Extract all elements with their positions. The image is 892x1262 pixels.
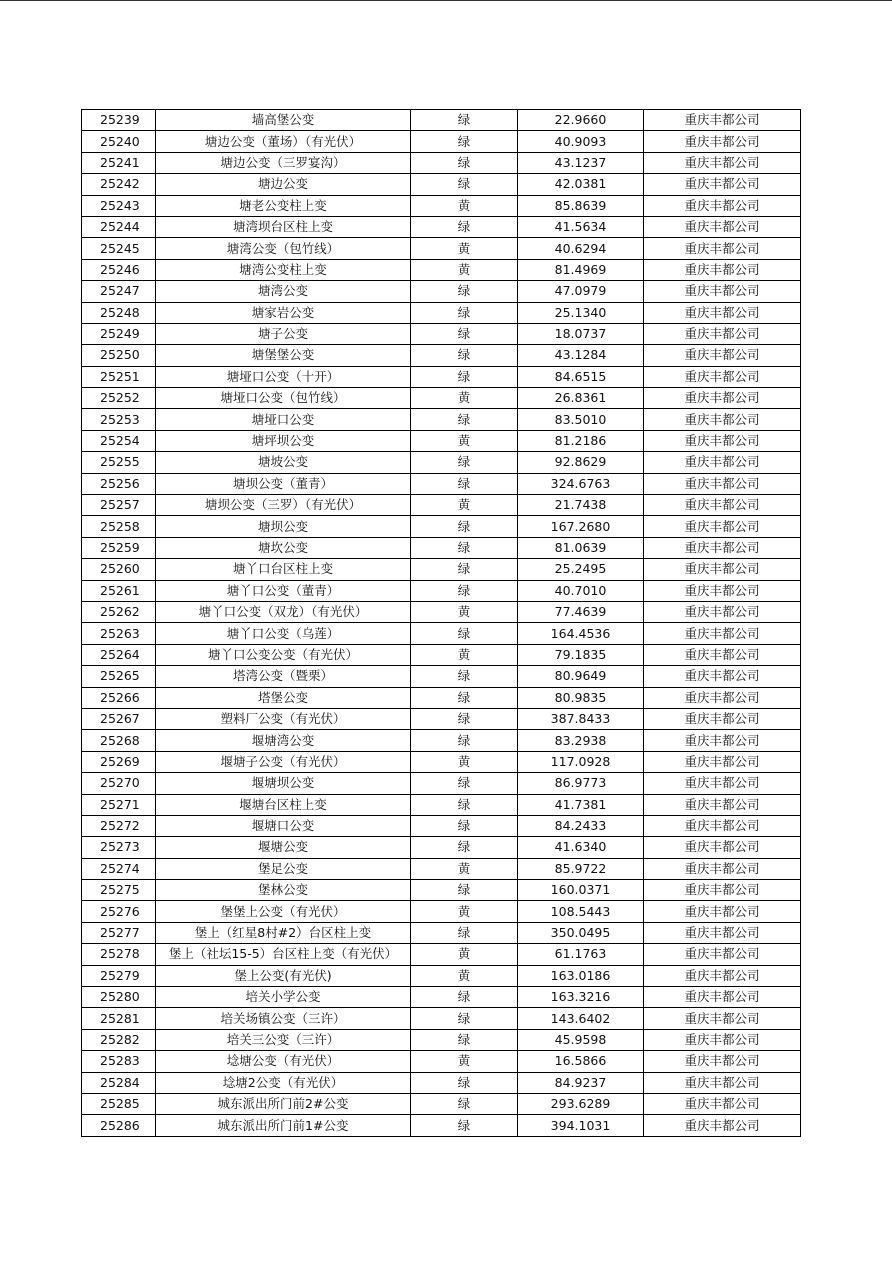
value-cell: 80.9649	[518, 666, 644, 687]
status-color-cell: 黄	[411, 238, 518, 259]
transformer-name-cell: 塘湾公变	[156, 281, 411, 302]
transformer-name-cell: 塘垭口公变	[156, 409, 411, 430]
status-color-cell: 绿	[411, 580, 518, 601]
transformer-name-cell: 堡上（红星8村#2）台区柱上变	[156, 922, 411, 943]
status-color-cell: 绿	[411, 131, 518, 152]
value-cell: 143.6402	[518, 1008, 644, 1029]
row-id-cell: 25258	[82, 516, 156, 537]
transformer-name-cell: 堡堡上公变（有光伏）	[156, 901, 411, 922]
value-cell: 108.5443	[518, 901, 644, 922]
status-color-cell: 绿	[411, 366, 518, 387]
value-cell: 26.8361	[518, 388, 644, 409]
company-cell: 重庆丰都公司	[644, 751, 801, 772]
value-cell: 163.0186	[518, 965, 644, 986]
row-id-cell: 25272	[82, 815, 156, 836]
transformer-name-cell: 培关三公变（三许）	[156, 1029, 411, 1050]
row-id-cell: 25257	[82, 495, 156, 516]
value-cell: 86.9773	[518, 773, 644, 794]
value-cell: 324.6763	[518, 473, 644, 494]
row-id-cell: 25252	[82, 388, 156, 409]
row-id-cell: 25242	[82, 174, 156, 195]
table-row	[82, 238, 801, 259]
table-row	[82, 837, 801, 858]
status-color-cell: 绿	[411, 516, 518, 537]
table-row	[82, 751, 801, 772]
table-row	[82, 708, 801, 729]
transformer-name-cell: 塘坝公变（董青）	[156, 473, 411, 494]
row-id-cell: 25281	[82, 1008, 156, 1029]
value-cell: 42.0381	[518, 174, 644, 195]
value-cell: 45.9598	[518, 1029, 644, 1050]
table-row	[82, 1093, 801, 1114]
company-cell: 重庆丰都公司	[644, 516, 801, 537]
transformer-name-cell: 堡林公变	[156, 880, 411, 901]
row-id-cell: 25286	[82, 1115, 156, 1136]
table-row	[82, 580, 801, 601]
company-cell: 重庆丰都公司	[644, 601, 801, 622]
company-cell: 重庆丰都公司	[644, 559, 801, 580]
transformer-name-cell: 塘湾公变柱上变	[156, 259, 411, 280]
company-cell: 重庆丰都公司	[644, 815, 801, 836]
transformer-name-cell: 塘边公变（董场）（有光伏）	[156, 131, 411, 152]
table-row	[82, 345, 801, 366]
row-id-cell: 25261	[82, 580, 156, 601]
value-cell: 41.5634	[518, 216, 644, 237]
row-id-cell: 25265	[82, 666, 156, 687]
row-id-cell: 25264	[82, 644, 156, 665]
table-row	[82, 601, 801, 622]
table-row	[82, 495, 801, 516]
row-id-cell: 25275	[82, 880, 156, 901]
value-cell: 41.6340	[518, 837, 644, 858]
table-row	[82, 366, 801, 387]
status-color-cell: 绿	[411, 473, 518, 494]
company-cell: 重庆丰都公司	[644, 366, 801, 387]
company-cell: 重庆丰都公司	[644, 259, 801, 280]
status-color-cell: 绿	[411, 815, 518, 836]
row-id-cell: 25273	[82, 837, 156, 858]
value-cell: 83.5010	[518, 409, 644, 430]
transformer-name-cell: 塑料厂公变（有光伏）	[156, 708, 411, 729]
table-row	[82, 858, 801, 879]
value-cell: 92.8629	[518, 452, 644, 473]
transformer-name-cell: 塘丫口公变公变（有光伏）	[156, 644, 411, 665]
table-row	[82, 430, 801, 451]
row-id-cell: 25260	[82, 559, 156, 580]
row-id-cell: 25271	[82, 794, 156, 815]
table-row	[82, 452, 801, 473]
transformer-name-cell: 堰塘口公变	[156, 815, 411, 836]
value-cell: 85.9722	[518, 858, 644, 879]
row-id-cell: 25279	[82, 965, 156, 986]
table-row	[82, 281, 801, 302]
company-cell: 重庆丰都公司	[644, 837, 801, 858]
table-row	[82, 965, 801, 986]
transformer-name-cell: 培关小学公变	[156, 987, 411, 1008]
row-id-cell: 25278	[82, 944, 156, 965]
status-color-cell: 黄	[411, 644, 518, 665]
transformer-name-cell: 城东派出所门前1#公变	[156, 1115, 411, 1136]
table-row	[82, 880, 801, 901]
value-cell: 40.6294	[518, 238, 644, 259]
status-color-cell: 绿	[411, 687, 518, 708]
status-color-cell: 绿	[411, 666, 518, 687]
company-cell: 重庆丰都公司	[644, 495, 801, 516]
table-row	[82, 473, 801, 494]
transformer-name-cell: 堡上公变(有光伏)	[156, 965, 411, 986]
value-cell: 16.5866	[518, 1051, 644, 1072]
value-cell: 167.2680	[518, 516, 644, 537]
company-cell: 重庆丰都公司	[644, 730, 801, 751]
company-cell: 重庆丰都公司	[644, 880, 801, 901]
value-cell: 81.4969	[518, 259, 644, 280]
row-id-cell: 25248	[82, 302, 156, 323]
company-cell: 重庆丰都公司	[644, 323, 801, 344]
company-cell: 重庆丰都公司	[644, 1093, 801, 1114]
status-color-cell: 绿	[411, 174, 518, 195]
table-row	[82, 773, 801, 794]
value-cell: 394.1031	[518, 1115, 644, 1136]
table-row	[82, 388, 801, 409]
row-id-cell: 25254	[82, 430, 156, 451]
value-cell: 84.6515	[518, 366, 644, 387]
row-id-cell: 25247	[82, 281, 156, 302]
company-cell: 重庆丰都公司	[644, 1008, 801, 1029]
status-color-cell: 绿	[411, 708, 518, 729]
status-color-cell: 绿	[411, 1093, 518, 1114]
company-cell: 重庆丰都公司	[644, 409, 801, 430]
data-table	[81, 109, 801, 1137]
status-color-cell: 绿	[411, 216, 518, 237]
table-row	[82, 901, 801, 922]
value-cell: 61.1763	[518, 944, 644, 965]
transformer-name-cell: 城东派出所门前2#公变	[156, 1093, 411, 1114]
table-row	[82, 302, 801, 323]
status-color-cell: 绿	[411, 773, 518, 794]
table-row	[82, 409, 801, 430]
row-id-cell: 25276	[82, 901, 156, 922]
status-color-cell: 黄	[411, 495, 518, 516]
value-cell: 40.7010	[518, 580, 644, 601]
status-color-cell: 黄	[411, 965, 518, 986]
status-color-cell: 绿	[411, 323, 518, 344]
company-cell: 重庆丰都公司	[644, 987, 801, 1008]
status-color-cell: 绿	[411, 794, 518, 815]
row-id-cell: 25270	[82, 773, 156, 794]
row-id-cell: 25284	[82, 1072, 156, 1093]
company-cell: 重庆丰都公司	[644, 901, 801, 922]
transformer-name-cell: 塘湾公变（包竹线）	[156, 238, 411, 259]
transformer-name-cell: 塘老公变柱上变	[156, 195, 411, 216]
table-body	[82, 110, 801, 1137]
company-cell: 重庆丰都公司	[644, 452, 801, 473]
row-id-cell: 25266	[82, 687, 156, 708]
value-cell: 83.2938	[518, 730, 644, 751]
status-color-cell: 黄	[411, 858, 518, 879]
transformer-name-cell: 塘边公变	[156, 174, 411, 195]
table-row	[82, 623, 801, 644]
status-color-cell: 绿	[411, 623, 518, 644]
table-row	[82, 152, 801, 173]
company-cell: 重庆丰都公司	[644, 708, 801, 729]
row-id-cell: 25255	[82, 452, 156, 473]
transformer-name-cell: 塘堡堡公变	[156, 345, 411, 366]
company-cell: 重庆丰都公司	[644, 345, 801, 366]
status-color-cell: 黄	[411, 259, 518, 280]
status-color-cell: 绿	[411, 559, 518, 580]
table-row	[82, 1115, 801, 1136]
table-row	[82, 1008, 801, 1029]
transformer-name-cell: 塘垭口公变（十开）	[156, 366, 411, 387]
row-id-cell: 25285	[82, 1093, 156, 1114]
status-color-cell: 绿	[411, 922, 518, 943]
status-color-cell: 黄	[411, 195, 518, 216]
table-row	[82, 537, 801, 558]
transformer-name-cell: 塘丫口公变（董青）	[156, 580, 411, 601]
row-id-cell: 25244	[82, 216, 156, 237]
row-id-cell: 25241	[82, 152, 156, 173]
status-color-cell: 绿	[411, 1072, 518, 1093]
table-row	[82, 666, 801, 687]
value-cell: 80.9835	[518, 687, 644, 708]
row-id-cell: 25245	[82, 238, 156, 259]
status-color-cell: 绿	[411, 730, 518, 751]
table-row	[82, 794, 801, 815]
company-cell: 重庆丰都公司	[644, 131, 801, 152]
value-cell: 21.7438	[518, 495, 644, 516]
company-cell: 重庆丰都公司	[644, 1051, 801, 1072]
status-color-cell: 绿	[411, 281, 518, 302]
status-color-cell: 黄	[411, 751, 518, 772]
value-cell: 25.1340	[518, 302, 644, 323]
company-cell: 重庆丰都公司	[644, 473, 801, 494]
value-cell: 47.0979	[518, 281, 644, 302]
transformer-name-cell: 塘丫口台区柱上变	[156, 559, 411, 580]
status-color-cell: 绿	[411, 1008, 518, 1029]
value-cell: 18.0737	[518, 323, 644, 344]
value-cell: 79.1835	[518, 644, 644, 665]
transformer-name-cell: 塘丫口公变（双龙）（有光伏）	[156, 601, 411, 622]
company-cell: 重庆丰都公司	[644, 644, 801, 665]
value-cell: 163.3216	[518, 987, 644, 1008]
value-cell: 84.2433	[518, 815, 644, 836]
transformer-name-cell: 堡上（社坛15-5）台区柱上变（有光伏）	[156, 944, 411, 965]
status-color-cell: 绿	[411, 837, 518, 858]
status-color-cell: 绿	[411, 452, 518, 473]
transformer-name-cell: 堰塘坝公变	[156, 773, 411, 794]
table-row	[82, 730, 801, 751]
company-cell: 重庆丰都公司	[644, 687, 801, 708]
transformer-name-cell: 塘坡公变	[156, 452, 411, 473]
transformer-name-cell: 塔堡公变	[156, 687, 411, 708]
value-cell: 160.0371	[518, 880, 644, 901]
status-color-cell: 黄	[411, 1051, 518, 1072]
status-color-cell: 绿	[411, 1029, 518, 1050]
row-id-cell: 25268	[82, 730, 156, 751]
status-color-cell: 黄	[411, 901, 518, 922]
value-cell: 164.4536	[518, 623, 644, 644]
row-id-cell: 25274	[82, 858, 156, 879]
value-cell: 25.2495	[518, 559, 644, 580]
status-color-cell: 黄	[411, 430, 518, 451]
company-cell: 重庆丰都公司	[644, 773, 801, 794]
status-color-cell: 绿	[411, 409, 518, 430]
value-cell: 350.0495	[518, 922, 644, 943]
transformer-name-cell: 堰塘湾公变	[156, 730, 411, 751]
status-color-cell: 黄	[411, 388, 518, 409]
company-cell: 重庆丰都公司	[644, 195, 801, 216]
row-id-cell: 25253	[82, 409, 156, 430]
status-color-cell: 绿	[411, 1115, 518, 1136]
transformer-name-cell: 堰塘公变	[156, 837, 411, 858]
row-id-cell: 25246	[82, 259, 156, 280]
value-cell: 81.2186	[518, 430, 644, 451]
row-id-cell: 25280	[82, 987, 156, 1008]
company-cell: 重庆丰都公司	[644, 110, 801, 131]
company-cell: 重庆丰都公司	[644, 858, 801, 879]
table-row	[82, 1029, 801, 1050]
table-row	[82, 195, 801, 216]
transformer-name-cell: 塘坝公变	[156, 516, 411, 537]
transformer-name-cell: 塔湾公变（暨栗）	[156, 666, 411, 687]
transformer-name-cell: 埝塘公变（有光伏）	[156, 1051, 411, 1072]
row-id-cell: 25259	[82, 537, 156, 558]
table-row	[82, 516, 801, 537]
row-id-cell: 25240	[82, 131, 156, 152]
table-row	[82, 922, 801, 943]
table-row	[82, 110, 801, 131]
transformer-name-cell: 塘坝公变（三罗）（有光伏）	[156, 495, 411, 516]
transformer-name-cell: 塘坎公变	[156, 537, 411, 558]
company-cell: 重庆丰都公司	[644, 965, 801, 986]
table-row	[82, 815, 801, 836]
row-id-cell: 25239	[82, 110, 156, 131]
company-cell: 重庆丰都公司	[644, 238, 801, 259]
row-id-cell: 25250	[82, 345, 156, 366]
row-id-cell: 25277	[82, 922, 156, 943]
value-cell: 85.8639	[518, 195, 644, 216]
transformer-name-cell: 塘垭口公变（包竹线）	[156, 388, 411, 409]
table-row	[82, 216, 801, 237]
value-cell: 387.8433	[518, 708, 644, 729]
transformer-name-cell: 培关场镇公变（三许）	[156, 1008, 411, 1029]
company-cell: 重庆丰都公司	[644, 1072, 801, 1093]
table-row	[82, 559, 801, 580]
status-color-cell: 绿	[411, 345, 518, 366]
value-cell: 22.9660	[518, 110, 644, 131]
transformer-name-cell: 塘丫口公变（乌莲）	[156, 623, 411, 644]
table-row	[82, 174, 801, 195]
row-id-cell: 25267	[82, 708, 156, 729]
table-row	[82, 644, 801, 665]
row-id-cell: 25262	[82, 601, 156, 622]
company-cell: 重庆丰都公司	[644, 944, 801, 965]
company-cell: 重庆丰都公司	[644, 580, 801, 601]
row-id-cell: 25256	[82, 473, 156, 494]
status-color-cell: 绿	[411, 152, 518, 173]
company-cell: 重庆丰都公司	[644, 1029, 801, 1050]
value-cell: 84.9237	[518, 1072, 644, 1093]
transformer-name-cell: 塘子公变	[156, 323, 411, 344]
status-color-cell: 绿	[411, 302, 518, 323]
company-cell: 重庆丰都公司	[644, 388, 801, 409]
status-color-cell: 绿	[411, 987, 518, 1008]
transformer-name-cell: 塘湾坝台区柱上变	[156, 216, 411, 237]
table-row	[82, 687, 801, 708]
row-id-cell: 25243	[82, 195, 156, 216]
status-color-cell: 绿	[411, 110, 518, 131]
transformer-name-cell: 堰塘台区柱上变	[156, 794, 411, 815]
transformer-name-cell: 塘家岩公变	[156, 302, 411, 323]
company-cell: 重庆丰都公司	[644, 174, 801, 195]
row-id-cell: 25269	[82, 751, 156, 772]
row-id-cell: 25282	[82, 1029, 156, 1050]
transformer-name-cell: 塘坪坝公变	[156, 430, 411, 451]
company-cell: 重庆丰都公司	[644, 281, 801, 302]
company-cell: 重庆丰都公司	[644, 537, 801, 558]
company-cell: 重庆丰都公司	[644, 216, 801, 237]
company-cell: 重庆丰都公司	[644, 302, 801, 323]
value-cell: 41.7381	[518, 794, 644, 815]
company-cell: 重庆丰都公司	[644, 1115, 801, 1136]
value-cell: 43.1237	[518, 152, 644, 173]
status-color-cell: 黄	[411, 944, 518, 965]
value-cell: 117.0928	[518, 751, 644, 772]
value-cell: 81.0639	[518, 537, 644, 558]
table-row	[82, 987, 801, 1008]
row-id-cell: 25283	[82, 1051, 156, 1072]
row-id-cell: 25263	[82, 623, 156, 644]
value-cell: 40.9093	[518, 131, 644, 152]
company-cell: 重庆丰都公司	[644, 430, 801, 451]
value-cell: 77.4639	[518, 601, 644, 622]
company-cell: 重庆丰都公司	[644, 152, 801, 173]
status-color-cell: 黄	[411, 601, 518, 622]
company-cell: 重庆丰都公司	[644, 623, 801, 644]
status-color-cell: 绿	[411, 880, 518, 901]
value-cell: 43.1284	[518, 345, 644, 366]
table-row	[82, 259, 801, 280]
table-row	[82, 1072, 801, 1093]
table-row	[82, 323, 801, 344]
transformer-name-cell: 埝塘2公变（有光伏）	[156, 1072, 411, 1093]
company-cell: 重庆丰都公司	[644, 922, 801, 943]
transformer-name-cell: 堰塘子公变（有光伏）	[156, 751, 411, 772]
row-id-cell: 25249	[82, 323, 156, 344]
table-row	[82, 944, 801, 965]
transformer-name-cell: 堡足公变	[156, 858, 411, 879]
row-id-cell: 25251	[82, 366, 156, 387]
table-row	[82, 131, 801, 152]
transformer-name-cell: 塘边公变（三罗宴沟）	[156, 152, 411, 173]
company-cell: 重庆丰都公司	[644, 794, 801, 815]
status-color-cell: 绿	[411, 537, 518, 558]
table-row	[82, 1051, 801, 1072]
transformer-name-cell: 墙高堡公变	[156, 110, 411, 131]
value-cell: 293.6289	[518, 1093, 644, 1114]
company-cell: 重庆丰都公司	[644, 666, 801, 687]
